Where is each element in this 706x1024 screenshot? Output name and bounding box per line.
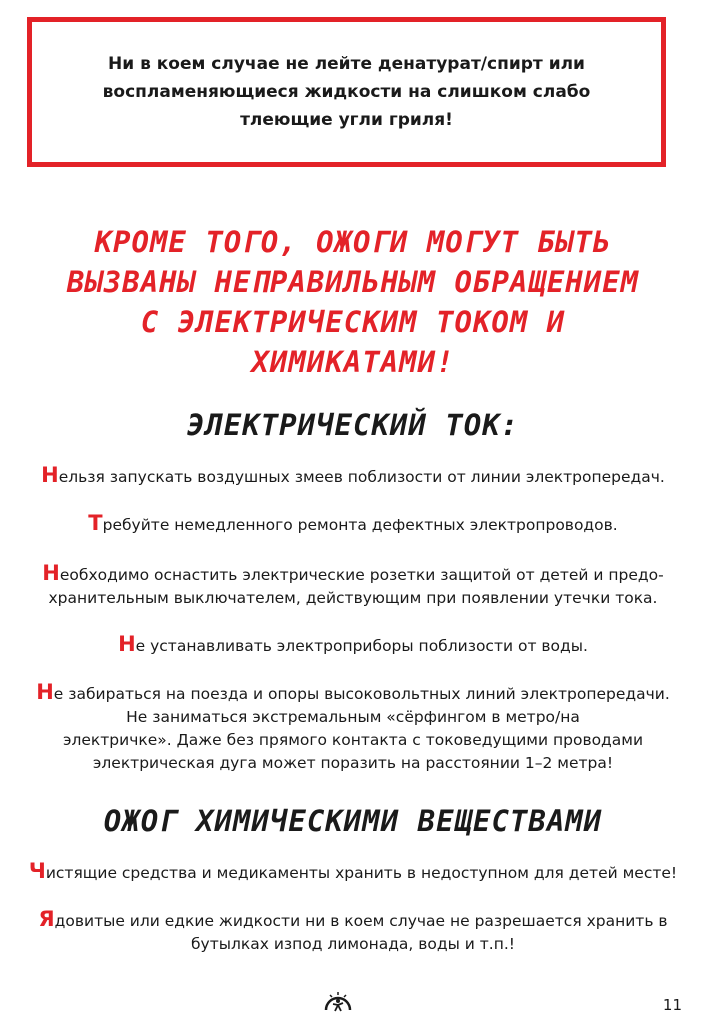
paragraph bbox=[10, 908, 696, 956]
headline-line: ХИМИКАТАМИ! bbox=[251, 345, 455, 379]
paragraph bbox=[10, 512, 696, 537]
sun-child-logo-icon bbox=[323, 990, 353, 1014]
warning-line: Ни в коем случае не лейте денатурат/спирт или bbox=[108, 54, 585, 74]
paragraph bbox=[10, 633, 696, 658]
drop-cap: Т bbox=[88, 511, 103, 535]
page-number: 11 bbox=[662, 996, 682, 1014]
section-title-electric: ЭЛЕКТРИЧЕСКИЙ ТОК: bbox=[186, 408, 520, 442]
paragraph-text: ребуйте немедленного ремонта дефектных электропроводов. bbox=[102, 516, 618, 534]
drop-cap: Ч bbox=[28, 859, 46, 883]
headline bbox=[0, 222, 706, 382]
paragraph-text: хранительным выключателем, действующим при появлении утечки тока. bbox=[48, 589, 658, 607]
drop-cap: Н bbox=[41, 463, 59, 487]
paragraph-text: электричке». Даже без прямого контакта с токоведущими проводами bbox=[62, 731, 644, 749]
headline-line: ВЫЗВАНЫ НЕПРАВИЛЬНЫМ ОБРАЩЕНИЕМ bbox=[66, 265, 640, 299]
drop-cap: Н bbox=[36, 680, 54, 704]
paragraph-text: бутылках изпод лимонада, воды и т.п.! bbox=[190, 935, 516, 953]
paragraph-text: ельзя запускать воздушных змеев поблизости от линии электропередач. bbox=[58, 468, 665, 486]
paragraph-text: довитые или едкие жидкости ни в коем случае не разрешается хранить в bbox=[54, 912, 668, 930]
paragraph bbox=[10, 562, 696, 610]
paragraph bbox=[10, 464, 696, 489]
drop-cap: Н bbox=[118, 632, 136, 656]
drop-cap: Я bbox=[38, 907, 55, 931]
drop-cap: Н bbox=[42, 561, 60, 585]
warning-line: воспламеняющиеся жидкости на слишком слабо bbox=[102, 82, 591, 102]
warning-box bbox=[27, 17, 666, 167]
warning-line: тлеющие угли гриля! bbox=[240, 110, 453, 130]
headline-line: С ЭЛЕКТРИЧЕСКИМ ТОКОМ И bbox=[140, 305, 566, 339]
paragraph-text: электрическая дуга может поразить на расстоянии 1–2 метра! bbox=[92, 754, 614, 772]
paragraph bbox=[10, 860, 696, 885]
paragraph-text: е устанавливать электроприборы поблизости от воды. bbox=[135, 637, 588, 655]
paragraph bbox=[10, 681, 696, 775]
paragraph-text: е забираться на поезда и опоры высоковольтных линий электропередачи. bbox=[53, 685, 670, 703]
paragraph-text: еобходимо оснастить электрические розетки защитой от детей и предо- bbox=[59, 566, 664, 584]
headline-line: КРОМЕ ТОГО, ОЖОГИ МОГУТ БЫТЬ bbox=[94, 225, 612, 259]
section-title-chemical: ОЖОГ ХИМИЧЕСКИМИ ВЕЩЕСТВАМИ bbox=[103, 804, 603, 838]
paragraph-text: истящие средства и медикаменты хранить в недоступном для детей месте! bbox=[45, 864, 678, 882]
paragraph-text: Не заниматься экстремальным «сёрфингом в метро/на bbox=[126, 708, 580, 726]
